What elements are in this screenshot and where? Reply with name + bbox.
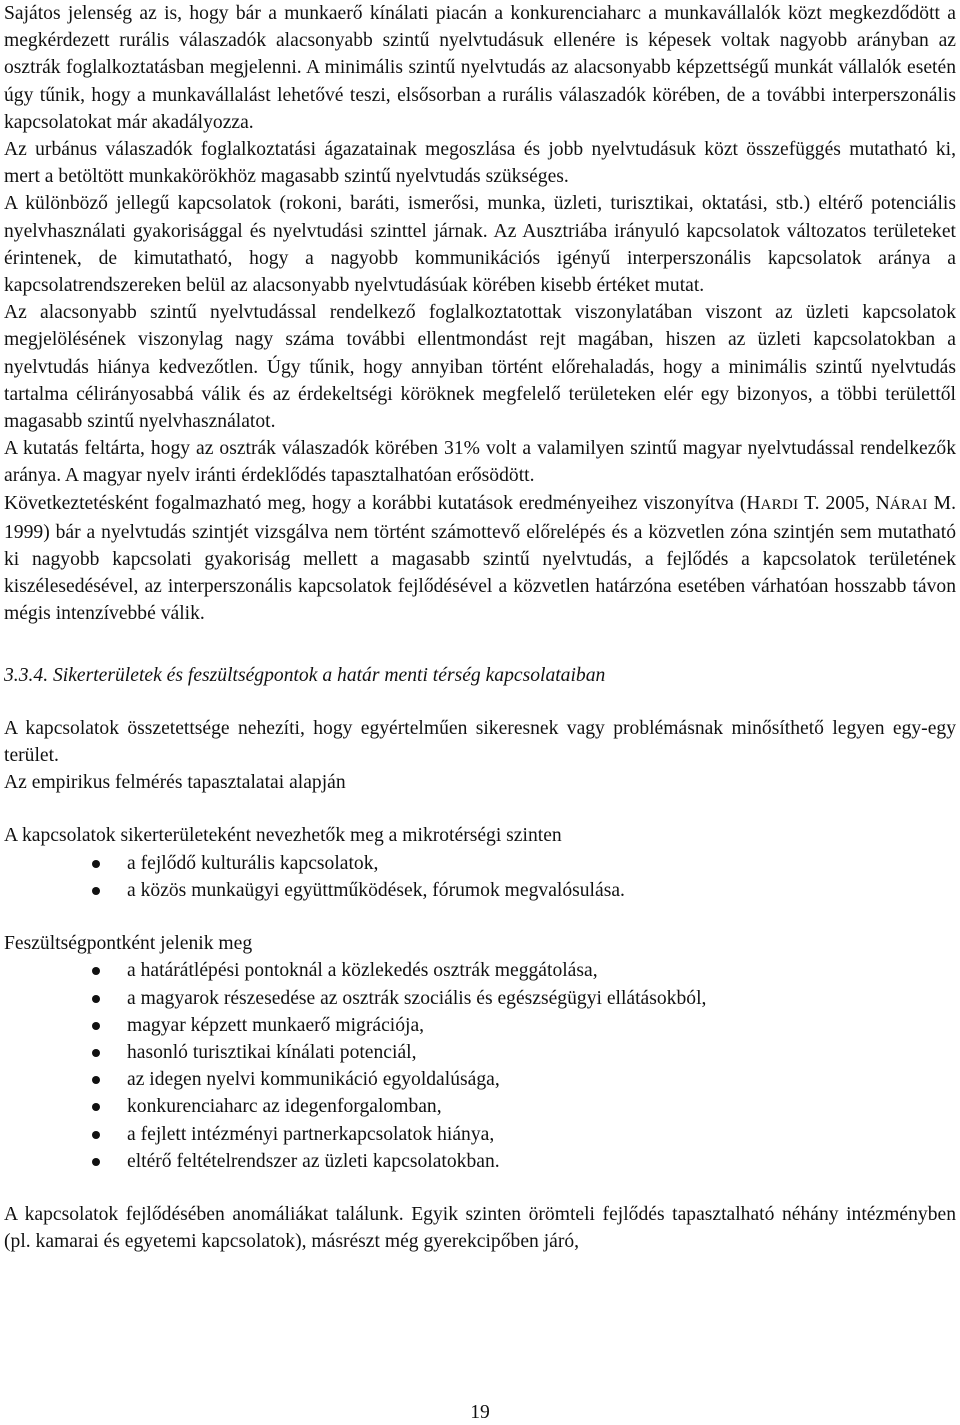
list-item [4,957,956,984]
list-item-text: az idegen nyelvi kommunikáció egyoldalúsága, [127,1069,500,1091]
bullet-icon [92,1049,100,1057]
list-item [4,850,956,877]
list-item-text: konkurenciaharc az idegenforgalomban, [127,1096,442,1118]
list-item [4,1012,956,1039]
list-item [4,1066,956,1093]
conclusion-text-part-2: T. 2005, N [798,492,890,514]
bullet-icon [92,1158,100,1166]
paragraph-austrian-respondents: A kutatás feltárta, hogy az osztrák válaszadók körében 31% volt a valamilyen szintű magyar nyelvtudással rendelkezők aránya. A magyar nyelv iránti érdeklődés tapasztalhatóan erősödött. [4,438,956,487]
paragraph-conclusion [4,490,956,628]
list-item-text: a magyarok részesedése az osztrák szociális és egészségügyi ellátásokból, [127,987,707,1009]
list-item-text: a fejlődő kulturális kapcsolatok, [127,852,379,874]
list-item-text: a fejlett intézményi partnerkapcsolatok hiánya, [127,1123,495,1145]
bullet-icon [92,967,100,975]
conclusion-text-part-3: M. 1999) bár a nyelvtudás szintjét vizsgálva nem történt számottevő előrelépés és a közvetlen zóna szintjén sem mutatható ki nagyobb kapcsolati gyakoriság mellett a magasabb szintű nyelvtudás, a fejlődés a kapcsolatok területének kiszélesedésével, az interperszonális kapcsolatok fejlődésével a közvetlen határzóna esetében várhatóan hosszabb távon mégis intenzívebbé válik. [4,492,956,625]
bullet-icon [92,1076,100,1084]
conclusion-text-part-1: Következtetésként fogalmazható meg, hogy a korábbi kutatások eredményeihez viszonyítva (H [4,492,761,514]
list-item-text: magyar képzett munkaerő migrációja, [127,1014,425,1036]
list-item [4,877,956,904]
paragraph-rural-language: Sajátos jelenség az is, hogy bár a munkaerő kínálati piacán a konkurenciaharc a munkavállalók közt megkezdődött a megkérdezett rurális válaszadók alacsonyabb szintű nyelvtudásuk ellenére is képesek voltak nagyobb arányban az osztrák foglalkoztatásban megjelenni. A minimális szintű nyelvtudás az alacsonyabb képzettségű munkát vállalók esetén úgy tűnik, hogy a munkavállalást lehetővé teszi, elsősorban a rurális válaszadók körében, de a további interperszonális kapcsolatokat már akadályozza. [4,3,956,133]
bullet-icon [92,995,100,1003]
paragraph-urban-respondents: Az urbánus válaszadók foglalkoztatási ágazatainak megoszlása és jobb nyelvtudásuk közt összefüggés mutatható ki, mert a betöltött munkakörökhöz magasabb szintű nyelvtudás szükséges. [4,139,956,188]
paragraph-closing: A kapcsolatok fejlődésében anomáliákat találunk. Egyik szinten örömteli fejlődés tapasztalható néhány intézményben (pl. kamarai és egyetemi kapcsolatok), másrészt még gyerekcipőben járó, [4,1203,956,1253]
list-item-text: eltérő feltételrendszer az üzleti kapcsolatokban. [127,1150,500,1172]
paragraph-empirical: Az empirikus felmérés tapasztalatai alapján [4,772,346,794]
bullet-icon [92,1103,100,1111]
bullet-icon [92,860,100,868]
list-item [4,1121,956,1148]
list-item [4,1148,956,1175]
list-item [4,1093,956,1120]
citation-smallcaps-hardi: ARDI [760,496,799,513]
bullet-icon [92,887,100,895]
success-areas-list [4,850,956,904]
tension-points-lead: Feszültségpontként jelenik meg [4,933,253,955]
section-heading: 3.3.4. Sikerterületek és feszültségpontok a határ menti térség kapcsolataiban [4,664,606,686]
paragraph-business-contacts: Az alacsonyabb szintű nyelvtudással rendelkező foglalkoztatottak viszonylatában viszont az üzleti kapcsolatok megjelölésének viszonylag nagy száma további ellentmondást rejt magában, hiszen az üzleti kapcsolatokban a nyelvtudás hiánya kedvezőtlen. Úgy tűnik, hogy annyiban történt előrehaladás, hogy a minimális szintű nyelvtudás tartalma célirányosabbá válik és az érdekeltségi köröknek megfelelő területeken elér egy bizonyos, a többi területtől magasabb szintű nyelvhasználatot. [4,302,956,433]
bullet-icon [92,1022,100,1030]
paragraph-section-intro: A kapcsolatok összetettsége nehezíti, hogy egyértelműen sikeresnek vagy problémásnak minősíthető legyen egy-egy terület. [4,717,956,767]
tension-points-list [4,957,956,1175]
citation-smallcaps-narai: ÁRAI [889,496,928,513]
page-number: 19 [470,1402,490,1423]
list-item-text: hasonló turisztikai kínálati potenciál, [127,1041,417,1063]
list-item-text: a határátlépési pontoknál a közlekedés osztrák meggátolása, [127,960,598,982]
list-item-text: a közös munkaügyi együttműködések, fórumok megvalósulása. [127,879,625,901]
list-item [4,985,956,1012]
document-page [4,0,956,1255]
list-item [4,1039,956,1066]
success-areas-lead: A kapcsolatok sikerterületeként nevezhetők meg a mikrotérségi szinten [4,825,562,847]
bullet-icon [92,1131,100,1139]
paragraph-relationship-types: A különböző jellegű kapcsolatok (rokoni, baráti, ismerősi, munka, üzleti, turisztikai, oktatási, stb.) eltérő potenciális nyelvhasználati gyakorisággal és nyelvtudási szinttel járnak. Az Ausztriába irányuló kapcsolatok változatos területeket érintenek, de kimutatható, hogy a nagyobb kommunikációs igényű interperszonális kapcsolatok aránya a kapcsolatrendszereken belül az alacsonyabb nyelvtudásúak körében kisebb értéket mutat. [4,193,956,297]
